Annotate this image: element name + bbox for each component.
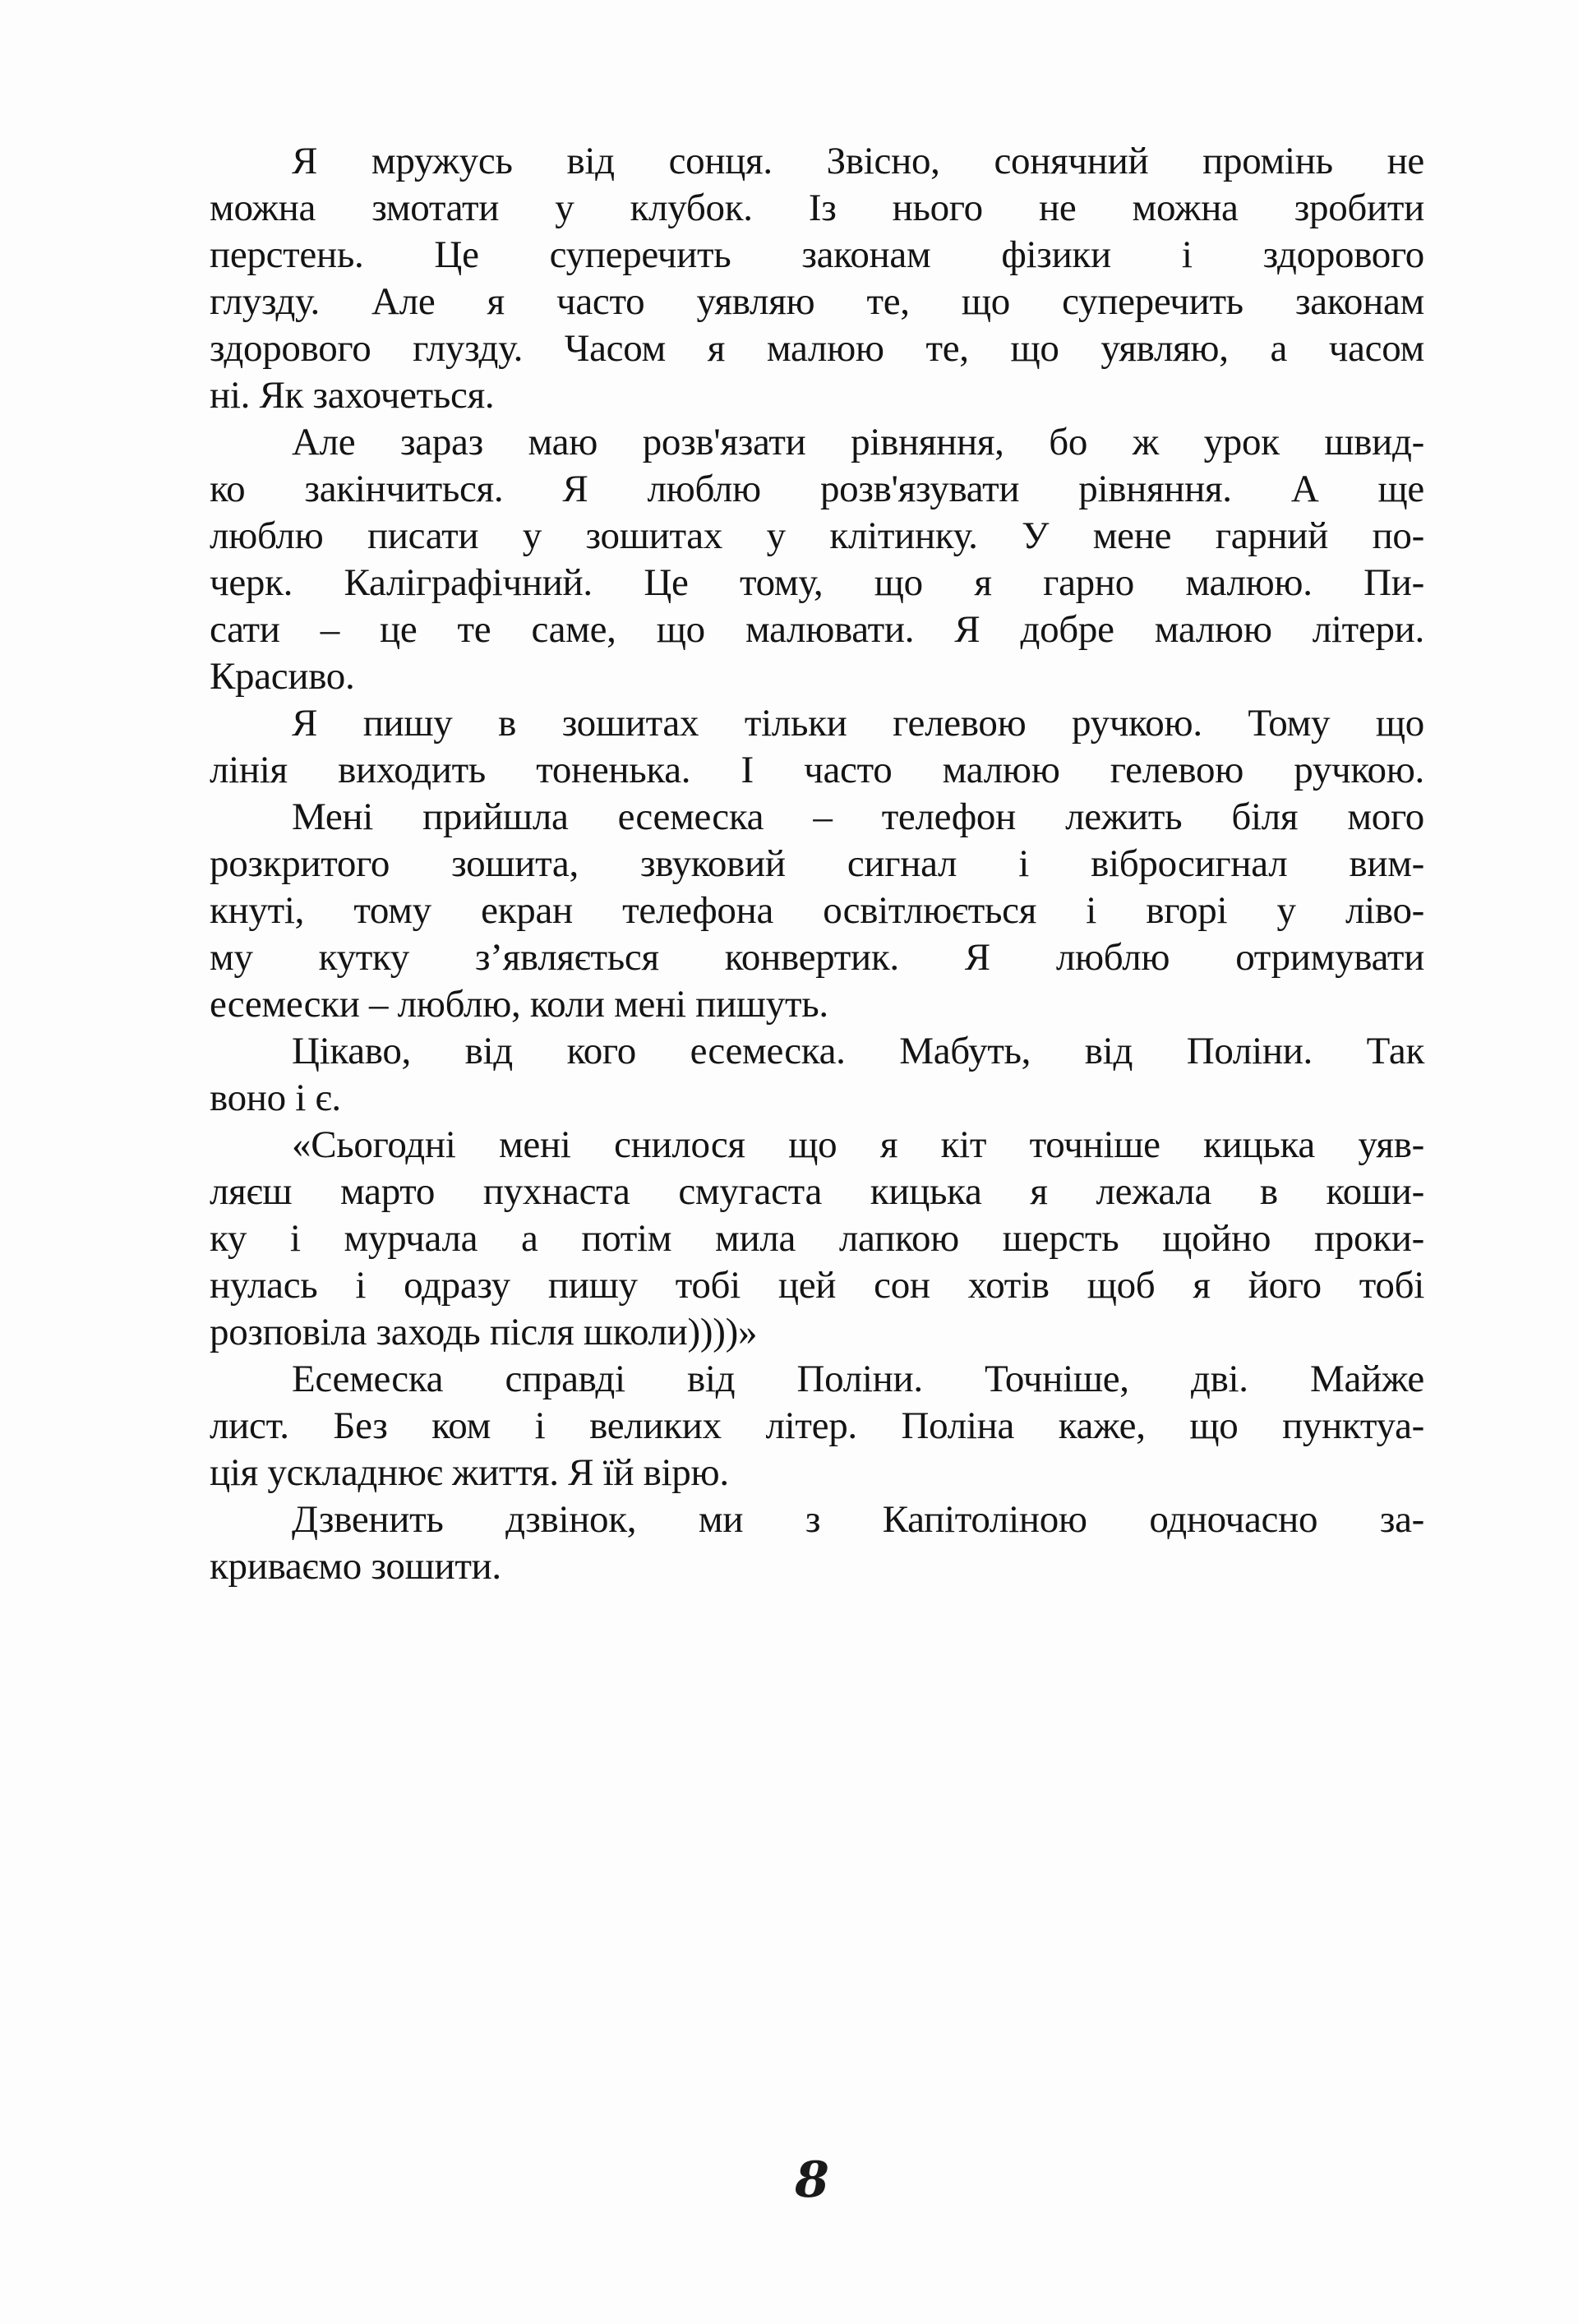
text-line: сати – це те саме, що малювати. Я добре малюю літери.: [210, 608, 1424, 651]
page-number: 8: [795, 2151, 829, 2209]
paragraph: [210, 138, 1424, 419]
text-line: Дзвенить дзвінок, ми з Капітоліною одночасно за-: [292, 1498, 1424, 1541]
text-line: лінія виходить тоненька. І часто малюю гелевою ручкою.: [210, 749, 1424, 791]
text-line: ція ускладнює життя. Я їй вірю.: [210, 1451, 729, 1494]
paragraph: [210, 419, 1424, 700]
text-line: ко закінчиться. Я люблю розв'язувати рівняння. А ще: [210, 468, 1424, 510]
paragraph: [210, 700, 1424, 794]
text-line: есемески – люблю, коли мені пишуть.: [210, 983, 828, 1026]
text-line: Красиво.: [210, 655, 355, 698]
text-line: нулась і одразу пишу тобі цей сон хотів щоб я його тобі: [210, 1264, 1424, 1307]
book-page-text: [210, 138, 1424, 1590]
text-line: ні. Як захочеться.: [210, 374, 495, 417]
text-line: Я мружусь від сонця. Звісно, сонячний промінь не: [292, 140, 1424, 182]
text-line: Мені прийшла есемеска – телефон лежить біля мого: [292, 795, 1424, 838]
text-line: люблю писати у зошитах у клітинку. У мене гарний по-: [210, 514, 1424, 557]
text-line: кнуті, тому екран телефона освітлюється і вгорі у ліво-: [210, 889, 1424, 932]
text-line: здорового глузду. Часом я малюю те, що уявляю, а часом: [210, 327, 1424, 370]
paragraph: [210, 1496, 1424, 1590]
text-line: можна змотати у клубок. Із нього не можна зробити: [210, 187, 1424, 229]
text-line: перстень. Це суперечить законам фізики і здорового: [210, 233, 1424, 276]
text-line: лист. Без ком і великих літер. Поліна каже, що пунктуа-: [210, 1404, 1424, 1447]
paragraph: [210, 1356, 1424, 1496]
paragraph: [210, 1028, 1424, 1122]
text-line: му кутку з’являється конвертик. Я люблю отримувати: [210, 936, 1424, 979]
text-line: глузду. Але я часто уявляю те, що суперечить законам: [210, 280, 1424, 323]
text-line: Але зараз маю розв'язати рівняння, бо ж урок швид-: [292, 421, 1424, 463]
text-line: воно і є.: [210, 1077, 341, 1119]
text-line: ляєш марто пухнаста смугаста кицька я лежала в коши-: [210, 1170, 1424, 1213]
text-line: розповіла заходь після школи))))»: [210, 1311, 758, 1353]
text-line: криваємо зошити.: [210, 1545, 501, 1588]
text-line: Я пишу в зошитах тільки гелевою ручкою. Тому що: [292, 702, 1424, 745]
sms-quote-paragraph: [210, 1122, 1424, 1356]
text-line: ку і мурчала а потім мила лапкою шерсть щойно проки-: [210, 1217, 1424, 1260]
text-line: черк. Каліграфічний. Це тому, що я гарно малюю. Пи-: [210, 561, 1424, 604]
text-line: «Сьогодні мені снилося що я кіт точніше кицька уяв-: [292, 1123, 1424, 1166]
text-line: Цікаво, від кого есемеска. Мабуть, від Поліни. Так: [292, 1030, 1424, 1072]
text-line: розкритого зошита, звуковий сигнал і вібросигнал вим-: [210, 842, 1424, 885]
paragraph: [210, 794, 1424, 1028]
text-line: Есемеска справді від Поліни. Точніше, дві. Майже: [292, 1358, 1424, 1400]
